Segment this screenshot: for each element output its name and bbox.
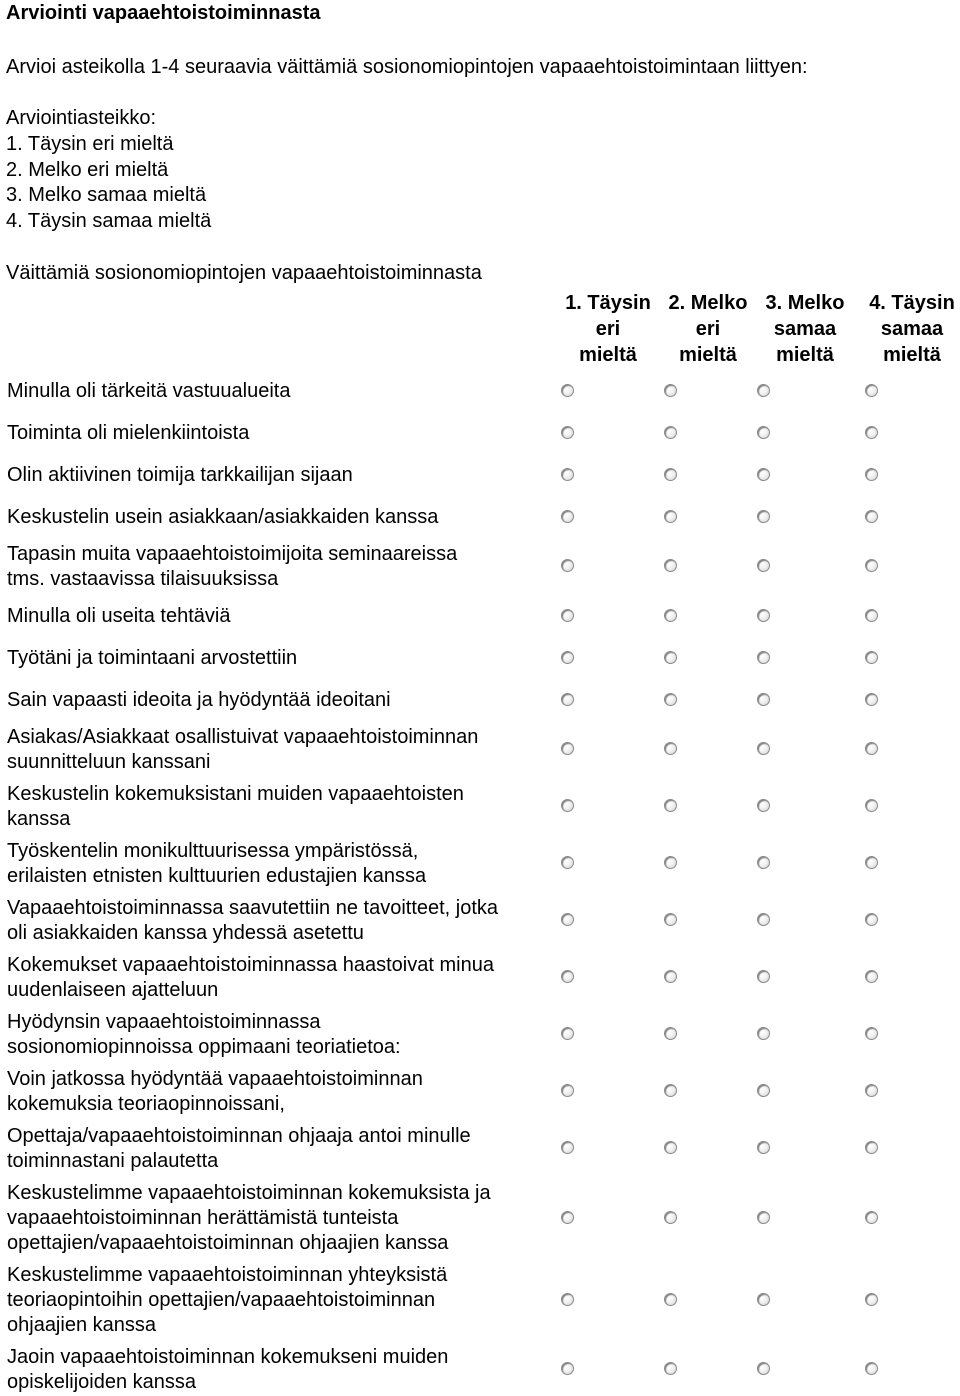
rating-radio-3[interactable] <box>757 856 770 869</box>
statement-line: Vapaaehtoistoiminnassa saavutettiin ne tavoitteet, jotka <box>7 897 499 919</box>
statement-label <box>7 604 552 629</box>
rating-radio-4[interactable] <box>865 384 878 397</box>
statement-label <box>7 1345 552 1395</box>
rating-radio-1[interactable] <box>561 559 574 572</box>
table-row <box>0 1345 960 1395</box>
statement-line: Minulla oli useita tehtäviä <box>7 605 231 627</box>
scale-item: 2. Melko eri mieltä <box>6 158 169 181</box>
rating-radio-1[interactable] <box>561 651 574 664</box>
statement-line: Tapasin muita vapaaehtoistoimijoita seminaareissa <box>7 543 458 565</box>
statement-line: Kokemukset vapaaehtoistoiminnassa haastoivat minua <box>7 954 494 976</box>
rating-radio-1[interactable] <box>561 799 574 812</box>
column-header-line: mieltä <box>883 344 941 366</box>
rating-radio-2[interactable] <box>664 1293 677 1306</box>
statement-label <box>7 896 552 946</box>
rating-radio-2[interactable] <box>664 384 677 397</box>
statement-line: teoriaopintoihin opettajien/vapaaehtoistoiminnan <box>7 1289 436 1311</box>
scale-item: 3. Melko samaa mieltä <box>6 184 207 206</box>
rating-radio-3[interactable] <box>757 1211 770 1224</box>
rating-radio-3[interactable] <box>757 384 770 397</box>
rating-radio-4[interactable] <box>865 468 878 481</box>
statement-label <box>7 379 552 404</box>
column-header-line: eri <box>595 318 621 340</box>
rating-radio-3[interactable] <box>757 1293 770 1306</box>
rating-radio-2[interactable] <box>664 1084 677 1097</box>
statement-label <box>7 421 552 446</box>
table-row <box>0 1124 960 1174</box>
statement-line: Työtäni ja toimintaani arvostettiin <box>7 647 298 669</box>
rating-radio-4[interactable] <box>865 426 878 439</box>
rating-radio-4[interactable] <box>865 693 878 706</box>
statement-line: vapaaehtoistoiminnan herättämistä tunteista <box>7 1207 399 1229</box>
rating-radio-1[interactable] <box>561 693 574 706</box>
statement-label <box>7 782 552 832</box>
rating-radio-2[interactable] <box>664 426 677 439</box>
rating-radio-1[interactable] <box>561 1084 574 1097</box>
rating-radio-2[interactable] <box>664 856 677 869</box>
rating-radio-1[interactable] <box>561 510 574 523</box>
statement-line: Opettaja/vapaaehtoistoiminnan ohjaaja antoi minulle <box>7 1125 471 1147</box>
rating-radio-2[interactable] <box>664 742 677 755</box>
rating-radio-4[interactable] <box>865 913 878 926</box>
statement-label <box>7 463 552 488</box>
table-row <box>0 604 960 629</box>
statement-line: sosionomiopinnoissa oppimaani teoriatietoa: <box>7 1036 401 1058</box>
section-heading: Väittämiä sosionomiopintojen vapaaehtoistoiminnasta <box>6 262 482 284</box>
statement-label <box>7 953 552 1003</box>
rating-radio-3[interactable] <box>757 468 770 481</box>
rating-radio-1[interactable] <box>561 913 574 926</box>
rating-radio-2[interactable] <box>664 559 677 572</box>
statement-label <box>7 839 552 889</box>
rating-radio-4[interactable] <box>865 742 878 755</box>
statement-line: Minulla oli tärkeitä vastuualueita <box>7 380 291 402</box>
rating-radio-3[interactable] <box>757 426 770 439</box>
rating-radio-1[interactable] <box>561 426 574 439</box>
column-header-line: 1. Täysin <box>565 292 651 314</box>
statement-label <box>7 1010 552 1060</box>
rating-radio-3[interactable] <box>757 799 770 812</box>
table-row <box>0 725 960 775</box>
statement-line: tms. vastaavissa tilaisuuksissa <box>7 568 279 590</box>
rating-radio-2[interactable] <box>664 693 677 706</box>
rating-radio-3[interactable] <box>757 1084 770 1097</box>
rating-radio-2[interactable] <box>664 510 677 523</box>
rating-radio-4[interactable] <box>865 1027 878 1040</box>
statement-label <box>7 725 552 775</box>
column-header-line: 2. Melko <box>668 292 748 314</box>
rating-radio-4[interactable] <box>865 510 878 523</box>
table-row <box>0 1181 960 1256</box>
statement-label <box>7 688 552 713</box>
table-row <box>0 463 960 488</box>
statement-line: opiskelijoiden kanssa <box>7 1371 197 1393</box>
statement-line: erilaisten etnisten kulttuurien edustajien kanssa <box>7 865 427 887</box>
rating-radio-1[interactable] <box>561 1293 574 1306</box>
rating-radio-2[interactable] <box>664 913 677 926</box>
statement-line: Keskustelin usein asiakkaan/asiakkaiden kanssa <box>7 506 439 528</box>
scale-item: 4. Täysin samaa mieltä <box>6 209 212 232</box>
statement-line: opettajien/vapaaehtoistoiminnan ohjaajien kanssa <box>7 1232 449 1254</box>
statement-line: ohjaajien kanssa <box>7 1314 156 1336</box>
rating-radio-2[interactable] <box>664 970 677 983</box>
column-header-2 <box>653 290 763 368</box>
rating-radio-1[interactable] <box>561 468 574 481</box>
rating-radio-1[interactable] <box>561 856 574 869</box>
column-header-line: mieltä <box>776 344 834 366</box>
column-header-line: mieltä <box>679 344 737 366</box>
column-header-line: samaa <box>880 318 944 340</box>
rating-radio-4[interactable] <box>865 1362 878 1375</box>
statement-line: toiminnastani palautetta <box>7 1150 219 1172</box>
rating-radio-3[interactable] <box>757 693 770 706</box>
statement-line: Keskustelimme vapaaehtoistoiminnan kokemuksista ja <box>7 1182 491 1204</box>
rating-radio-1[interactable] <box>561 1362 574 1375</box>
table-row <box>0 688 960 713</box>
rating-radio-2[interactable] <box>664 799 677 812</box>
table-row <box>0 1263 960 1338</box>
rating-radio-3[interactable] <box>757 1362 770 1375</box>
statement-line: kokemuksia teoriaopinnoissani, <box>7 1093 285 1115</box>
rating-radio-1[interactable] <box>561 970 574 983</box>
statement-line: Voin jatkossa hyödyntää vapaaehtoistoiminnan <box>7 1068 423 1090</box>
table-row <box>0 839 960 889</box>
rating-radio-2[interactable] <box>664 1027 677 1040</box>
rating-radio-1[interactable] <box>561 1027 574 1040</box>
rating-radio-2[interactable] <box>664 651 677 664</box>
rating-radio-3[interactable] <box>757 742 770 755</box>
table-row <box>0 505 960 530</box>
rating-radio-3[interactable] <box>757 651 770 664</box>
statement-line: Sain vapaasti ideoita ja hyödyntää ideoitani <box>7 689 391 711</box>
rating-radio-4[interactable] <box>865 609 878 622</box>
statement-label <box>7 646 552 671</box>
table-row <box>0 646 960 671</box>
table-row <box>0 1010 960 1060</box>
statement-line: Olin aktiivinen toimija tarkkailijan sijaan <box>7 464 353 486</box>
instructions-text: Arvioi asteikolla 1-4 seuraavia väittämiä sosionomiopintojen vapaaehtoistoimintaan liittyen: <box>6 56 808 78</box>
statement-line: kanssa <box>7 808 71 830</box>
statement-line: Toiminta oli mielenkiintoista <box>7 422 250 444</box>
rating-radio-3[interactable] <box>757 913 770 926</box>
rating-radio-1[interactable] <box>561 384 574 397</box>
statement-line: Jaoin vapaaehtoistoiminnan kokemukseni muiden <box>7 1346 449 1368</box>
rating-radio-3[interactable] <box>757 1141 770 1154</box>
statement-line: suunnitteluun kanssani <box>7 751 211 773</box>
statement-label <box>7 542 552 592</box>
table-row <box>0 782 960 832</box>
statement-label <box>7 1067 552 1117</box>
column-header-line: samaa <box>773 318 837 340</box>
statement-line: Hyödynsin vapaaehtoistoiminnassa <box>7 1011 321 1033</box>
column-header-3 <box>750 290 860 368</box>
rating-radio-1[interactable] <box>561 1141 574 1154</box>
statement-line: Työskentelin monikulttuurisessa ympäristössä, <box>7 840 419 862</box>
rating-radio-4[interactable] <box>865 856 878 869</box>
rating-radio-3[interactable] <box>757 510 770 523</box>
rating-radio-3[interactable] <box>757 609 770 622</box>
rating-radio-2[interactable] <box>664 609 677 622</box>
rating-radio-1[interactable] <box>561 1211 574 1224</box>
rating-radio-3[interactable] <box>757 1027 770 1040</box>
column-header-line: eri <box>695 318 721 340</box>
rating-radio-1[interactable] <box>561 742 574 755</box>
table-row <box>0 421 960 446</box>
rating-radio-2[interactable] <box>664 1141 677 1154</box>
column-header-1 <box>553 290 663 368</box>
rating-radio-2[interactable] <box>664 468 677 481</box>
column-header-4 <box>857 290 960 368</box>
rating-radio-4[interactable] <box>865 799 878 812</box>
column-header-line: 3. Melko <box>765 292 845 314</box>
scale-title: Arviointiasteikko: <box>6 107 157 129</box>
statement-line: Asiakas/Asiakkaat osallistuivat vapaaehtoistoiminnan <box>7 726 479 748</box>
statement-line: uudenlaiseen ajatteluun <box>7 979 219 1001</box>
rating-radio-2[interactable] <box>664 1211 677 1224</box>
table-row <box>0 953 960 1003</box>
statement-line: Keskustelimme vapaaehtoistoiminnan yhteyksistä <box>7 1264 448 1286</box>
page-title: Arviointi vapaaehtoistoiminnasta <box>6 2 321 24</box>
statement-label <box>7 1181 552 1256</box>
statement-label <box>7 505 552 530</box>
rating-radio-4[interactable] <box>865 1293 878 1306</box>
statement-line: oli asiakkaiden kanssa yhdessä asetettu <box>7 922 364 944</box>
rating-radio-4[interactable] <box>865 1211 878 1224</box>
rating-radio-4[interactable] <box>865 1141 878 1154</box>
table-row <box>0 1067 960 1117</box>
scale-list <box>6 132 211 234</box>
column-header-line: mieltä <box>579 344 637 366</box>
statement-label <box>7 1124 552 1174</box>
column-header-line: 4. Täysin <box>869 292 955 314</box>
statement-line: Keskustelin kokemuksistani muiden vapaaehtoisten <box>7 783 464 805</box>
scale-item: 1. Täysin eri mieltä <box>6 133 174 155</box>
rating-radio-4[interactable] <box>865 559 878 572</box>
table-row <box>0 379 960 404</box>
table-row <box>0 896 960 946</box>
statement-label <box>7 1263 552 1338</box>
table-row <box>0 542 960 592</box>
rating-radio-4[interactable] <box>865 970 878 983</box>
rating-radio-1[interactable] <box>561 609 574 622</box>
rating-radio-2[interactable] <box>664 1362 677 1375</box>
rating-radio-3[interactable] <box>757 970 770 983</box>
rating-radio-4[interactable] <box>865 651 878 664</box>
rating-radio-4[interactable] <box>865 1084 878 1097</box>
rating-radio-3[interactable] <box>757 559 770 572</box>
